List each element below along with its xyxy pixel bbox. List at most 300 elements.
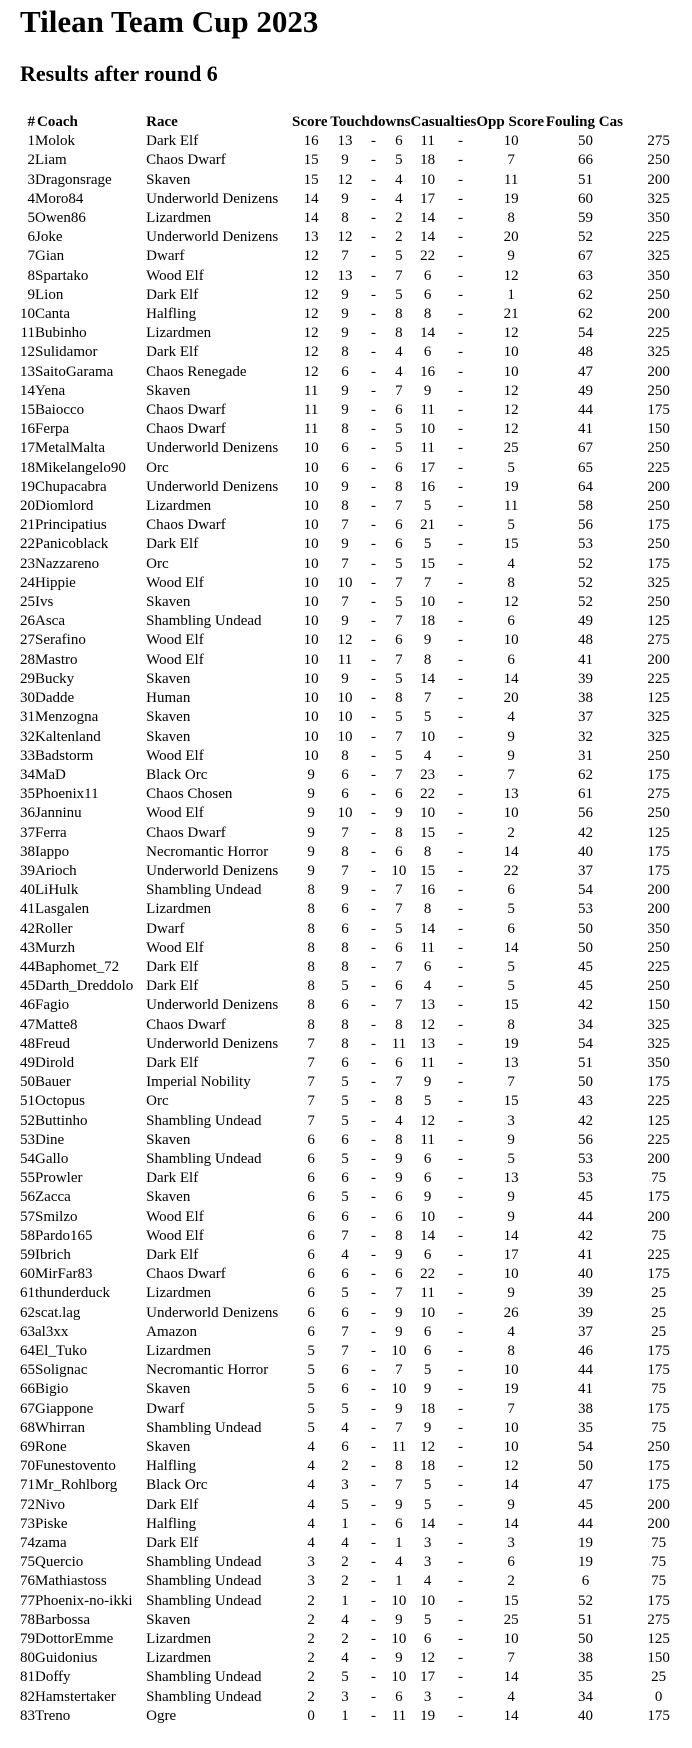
opp-score-cell: 40 — [578, 1266, 593, 1283]
fouling-cas-cell: 200 — [647, 1150, 670, 1167]
touchdowns-against-cell: 8 — [395, 306, 403, 323]
rank-cell: 6 — [27, 229, 35, 246]
touchdowns-for-cell: 6 — [341, 459, 349, 476]
touchdowns-for-cell: 7 — [341, 1323, 349, 1340]
score-cell: 11 — [303, 382, 319, 399]
table-row — [20, 1553, 692, 1572]
opp-score-cell: 45 — [578, 958, 593, 975]
score-cell: 10 — [303, 632, 319, 649]
casualties-against-cell: 7 — [507, 1650, 515, 1667]
casualties-against-cell: 5 — [507, 958, 515, 975]
casualties-separator: - — [458, 325, 464, 342]
opp-score-cell: 56 — [578, 517, 593, 534]
fouling-cas-cell: 275 — [647, 1611, 670, 1628]
casualties-separator: - — [458, 382, 464, 399]
casualties-separator: - — [458, 1515, 464, 1532]
table-row — [20, 1284, 692, 1303]
score-cell: 10 — [303, 690, 319, 707]
rank-cell: 10 — [20, 306, 35, 323]
race-cell: Underworld Denizens — [146, 997, 279, 1014]
casualties-against-cell: 19 — [503, 1381, 519, 1398]
casualties-separator: - — [458, 498, 464, 515]
touchdowns-for-cell: 4 — [341, 1650, 349, 1667]
table-row — [20, 324, 692, 343]
casualties-for-cell: 6 — [423, 267, 432, 284]
touchdowns-separator: - — [371, 1458, 377, 1475]
touchdowns-for-cell: 5 — [341, 978, 349, 995]
touchdowns-separator: - — [371, 1611, 377, 1628]
casualties-against-cell: 10 — [503, 1362, 519, 1379]
table-row — [20, 708, 692, 727]
fouling-cas-cell: 75 — [651, 1381, 667, 1398]
opp-score-cell: 50 — [578, 1458, 593, 1475]
touchdowns-against-cell: 9 — [395, 1611, 403, 1628]
coach-cell: Mastro — [35, 651, 78, 668]
casualties-for-cell: 4 — [423, 978, 432, 995]
casualties-for-cell: 22 — [420, 786, 436, 803]
casualties-against-cell: 10 — [503, 1266, 519, 1283]
table-row — [20, 1092, 692, 1111]
opp-score-cell: 38 — [578, 1650, 593, 1667]
touchdowns-against-cell: 7 — [395, 997, 403, 1014]
casualties-against-cell: 10 — [503, 632, 519, 649]
touchdowns-for-cell: 8 — [341, 421, 349, 438]
score-cell: 14 — [303, 190, 319, 207]
race-cell: Wood Elf — [146, 1208, 204, 1225]
casualties-for-cell: 6 — [423, 1631, 432, 1648]
coach-cell: Asca — [35, 613, 65, 630]
touchdowns-against-cell: 11 — [391, 1707, 407, 1724]
rank-cell: 59 — [20, 1246, 35, 1263]
casualties-separator: - — [458, 344, 464, 361]
touchdowns-against-cell: 9 — [395, 1323, 403, 1340]
coach-cell: Hamstertaker — [35, 1688, 116, 1705]
touchdowns-for-cell: 7 — [341, 862, 349, 879]
fouling-cas-cell: 75 — [651, 1573, 667, 1590]
opp-score-cell: 59 — [578, 210, 593, 227]
score-cell: 12 — [303, 248, 319, 265]
score-cell: 4 — [307, 1477, 315, 1494]
table-row — [20, 977, 692, 996]
coach-cell: Spartako — [35, 267, 89, 284]
casualties-for-cell: 17 — [420, 1669, 436, 1686]
touchdowns-against-cell: 5 — [395, 440, 403, 457]
fouling-cas-cell: 175 — [647, 1592, 670, 1609]
table-row — [20, 631, 692, 650]
casualties-against-cell: 26 — [503, 1304, 519, 1321]
casualties-against-cell: 11 — [503, 171, 519, 188]
opp-score-cell: 19 — [578, 1554, 593, 1571]
fouling-cas-cell: 350 — [647, 267, 670, 284]
touchdowns-against-cell: 8 — [395, 325, 403, 342]
score-cell: 8 — [307, 958, 315, 975]
casualties-for-cell: 3 — [423, 1535, 432, 1552]
fouling-cas-cell: 175 — [647, 843, 670, 860]
rank-cell: 48 — [20, 1035, 35, 1052]
rank-cell: 22 — [20, 536, 35, 553]
rank-cell: 80 — [20, 1650, 35, 1667]
fouling-cas-cell: 175 — [647, 1343, 670, 1359]
coach-cell: Owen86 — [35, 210, 86, 227]
fouling-cas-cell: 175 — [647, 1074, 670, 1091]
table-row — [20, 1592, 692, 1611]
table-row — [20, 1611, 692, 1630]
rank-cell: 4 — [27, 190, 35, 207]
touchdowns-for-cell: 7 — [341, 1227, 349, 1244]
opp-score-cell: 50 — [578, 920, 593, 937]
casualties-separator: - — [458, 1227, 464, 1244]
rank-cell: 30 — [20, 690, 35, 707]
touchdowns-against-cell: 6 — [395, 786, 403, 803]
score-cell: 9 — [307, 843, 315, 860]
casualties-against-cell: 19 — [503, 190, 519, 207]
casualties-for-cell: 5 — [423, 498, 432, 515]
casualties-for-cell: 12 — [420, 1439, 436, 1456]
table-row — [20, 1668, 692, 1687]
touchdowns-separator: - — [371, 133, 377, 150]
table-row — [20, 497, 692, 516]
touchdowns-separator: - — [371, 690, 377, 707]
touchdowns-separator: - — [371, 1285, 377, 1302]
casualties-for-cell: 21 — [420, 517, 436, 534]
casualties-separator: - — [458, 805, 464, 822]
fouling-cas-cell: 175 — [647, 1362, 670, 1379]
race-cell: Dwarf — [146, 248, 185, 265]
header-casualties: Casualties — [410, 114, 477, 130]
casualties-separator: - — [458, 958, 464, 975]
casualties-for-cell: 6 — [423, 1246, 432, 1263]
touchdowns-for-cell: 5 — [341, 1496, 349, 1513]
touchdowns-for-cell: 12 — [337, 229, 353, 246]
table-row — [20, 1649, 692, 1668]
casualties-separator: - — [458, 862, 464, 879]
opp-score-cell: 41 — [578, 1381, 593, 1398]
casualties-separator: - — [458, 824, 464, 841]
casualties-separator: - — [458, 766, 464, 783]
score-cell: 12 — [303, 267, 319, 284]
opp-score-cell: 50 — [578, 939, 593, 956]
table-row — [20, 1572, 692, 1591]
casualties-against-cell: 13 — [503, 786, 519, 803]
coach-cell: Piske — [35, 1515, 68, 1532]
touchdowns-separator: - — [371, 805, 377, 822]
casualties-against-cell: 19 — [503, 478, 519, 495]
casualties-separator: - — [458, 210, 464, 227]
casualties-separator: - — [458, 402, 464, 419]
touchdowns-separator: - — [371, 440, 377, 457]
rank-cell: 65 — [20, 1362, 35, 1379]
table-row — [20, 900, 692, 919]
casualties-against-cell: 20 — [503, 229, 519, 246]
coach-cell: MirFar83 — [35, 1266, 93, 1283]
table-row — [20, 209, 692, 228]
casualties-for-cell: 5 — [423, 709, 432, 726]
touchdowns-for-cell: 7 — [341, 824, 349, 841]
touchdowns-separator: - — [371, 1189, 377, 1206]
touchdowns-for-cell: 5 — [341, 1189, 349, 1206]
casualties-separator: - — [458, 1016, 464, 1033]
fouling-cas-cell: 75 — [651, 1170, 667, 1187]
score-cell: 2 — [307, 1650, 315, 1667]
casualties-against-cell: 4 — [507, 555, 515, 572]
score-cell: 3 — [307, 1554, 315, 1571]
touchdowns-separator: - — [371, 478, 377, 495]
score-cell: 8 — [307, 939, 315, 956]
touchdowns-separator: - — [371, 1208, 377, 1225]
rank-cell: 68 — [20, 1419, 35, 1436]
race-cell: Wood Elf — [146, 805, 204, 822]
rank-cell: 20 — [20, 498, 35, 515]
casualties-for-cell: 17 — [420, 459, 436, 476]
coach-cell: Joke — [35, 229, 63, 246]
opp-score-cell: 62 — [578, 286, 593, 303]
race-cell: Underworld Denizens — [146, 190, 279, 207]
casualties-against-cell: 10 — [503, 133, 519, 150]
touchdowns-separator: - — [371, 1112, 377, 1129]
coach-cell: Baiocco — [35, 402, 85, 419]
touchdowns-against-cell: 7 — [395, 728, 403, 745]
race-cell: Dwarf — [146, 920, 185, 937]
touchdowns-against-cell: 6 — [395, 632, 403, 649]
fouling-cas-cell: 200 — [647, 171, 670, 188]
fouling-cas-cell: 0 — [654, 1688, 663, 1705]
opp-score-cell: 62 — [578, 766, 593, 783]
table-row — [20, 555, 692, 574]
casualties-against-cell: 15 — [503, 1592, 519, 1609]
opp-score-cell: 61 — [578, 786, 593, 803]
touchdowns-separator: - — [371, 882, 377, 899]
touchdowns-against-cell: 7 — [395, 1477, 403, 1494]
touchdowns-against-cell: 10 — [391, 1343, 407, 1359]
casualties-against-cell: 14 — [503, 1669, 519, 1686]
touchdowns-separator: - — [371, 709, 377, 726]
touchdowns-against-cell: 6 — [395, 133, 403, 150]
score-cell: 5 — [307, 1400, 315, 1417]
casualties-for-cell: 23 — [420, 766, 436, 783]
touchdowns-separator: - — [371, 363, 377, 380]
casualties-separator: - — [458, 421, 464, 438]
opp-score-cell: 35 — [578, 1419, 593, 1436]
coach-cell: Ferra — [35, 824, 67, 841]
touchdowns-for-cell: 10 — [337, 690, 353, 707]
race-cell: Chaos Dwarf — [146, 824, 226, 841]
race-cell: Dark Elf — [146, 958, 199, 975]
opp-score-cell: 42 — [578, 824, 593, 841]
touchdowns-for-cell: 9 — [341, 402, 349, 419]
casualties-against-cell: 12 — [503, 594, 519, 611]
touchdowns-against-cell: 7 — [395, 958, 403, 975]
touchdowns-against-cell: 1 — [395, 1535, 403, 1552]
coach-cell: Hippie — [35, 574, 76, 591]
score-cell: 2 — [307, 1631, 315, 1648]
opp-score-cell: 52 — [578, 574, 593, 591]
touchdowns-for-cell: 6 — [341, 1054, 349, 1071]
table-row — [20, 1361, 692, 1380]
touchdowns-against-cell: 9 — [395, 805, 403, 822]
rank-cell: 17 — [20, 440, 35, 457]
rank-cell: 64 — [20, 1343, 35, 1359]
touchdowns-separator: - — [371, 632, 377, 649]
casualties-separator: - — [458, 1304, 464, 1321]
rank-cell: 81 — [20, 1669, 35, 1686]
casualties-against-cell: 3 — [507, 1112, 515, 1129]
casualties-for-cell: 5 — [423, 1611, 432, 1628]
fouling-cas-cell: 125 — [647, 613, 670, 630]
race-cell: Chaos Dwarf — [146, 1266, 226, 1283]
table-row — [20, 862, 692, 881]
table-row — [20, 1150, 692, 1169]
coach-cell: Freud — [35, 1035, 70, 1052]
fouling-cas-cell: 25 — [651, 1304, 667, 1321]
casualties-separator: - — [458, 248, 464, 265]
casualties-against-cell: 12 — [503, 325, 519, 342]
rank-cell: 49 — [20, 1054, 35, 1071]
rank-cell: 62 — [20, 1304, 35, 1321]
touchdowns-against-cell: 11 — [391, 1439, 407, 1456]
race-cell: Underworld Denizens — [146, 862, 279, 879]
rank-cell: 8 — [27, 267, 35, 284]
casualties-against-cell: 15 — [503, 536, 519, 553]
coach-cell: Bigio — [35, 1381, 69, 1398]
score-cell: 6 — [307, 1208, 315, 1225]
opp-score-cell: 48 — [578, 344, 593, 361]
casualties-for-cell: 11 — [420, 1054, 435, 1071]
casualties-separator: - — [458, 613, 464, 630]
casualties-against-cell: 14 — [503, 939, 519, 956]
casualties-against-cell: 5 — [507, 517, 515, 534]
casualties-separator: - — [458, 1074, 464, 1091]
race-cell: Underworld Denizens — [146, 229, 279, 246]
touchdowns-separator: - — [371, 939, 377, 956]
score-cell: 12 — [303, 363, 319, 380]
race-cell: Shambling Undead — [146, 1112, 262, 1129]
touchdowns-separator: - — [371, 555, 377, 572]
touchdowns-separator: - — [371, 1074, 377, 1091]
casualties-against-cell: 6 — [507, 651, 515, 668]
coach-cell: Bucky — [35, 670, 75, 687]
table-row — [20, 1438, 692, 1457]
casualties-against-cell: 14 — [503, 1515, 519, 1532]
score-cell: 13 — [303, 229, 319, 246]
coach-cell: Darth_Dreddolo — [35, 978, 134, 995]
score-cell: 9 — [307, 805, 315, 822]
header-coach: Coach — [37, 114, 78, 130]
casualties-for-cell: 9 — [423, 1074, 432, 1091]
touchdowns-separator: - — [371, 1131, 377, 1148]
score-cell: 12 — [303, 286, 319, 303]
rank-cell: 45 — [20, 978, 35, 995]
race-cell: Skaven — [146, 382, 191, 399]
casualties-separator: - — [458, 574, 464, 591]
touchdowns-separator: - — [371, 1535, 377, 1552]
rank-cell: 37 — [20, 824, 35, 841]
score-cell: 6 — [307, 1285, 315, 1302]
touchdowns-against-cell: 4 — [395, 1112, 403, 1129]
casualties-for-cell: 8 — [423, 843, 432, 860]
race-cell: Dark Elf — [146, 1054, 199, 1071]
race-cell: Lizardmen — [146, 901, 212, 918]
touchdowns-separator: - — [371, 498, 377, 515]
table-row — [20, 478, 692, 497]
opp-score-cell: 49 — [578, 382, 593, 399]
casualties-for-cell: 7 — [423, 574, 432, 591]
coach-cell: Octopus — [35, 1093, 85, 1110]
race-cell: Wood Elf — [146, 747, 204, 764]
touchdowns-for-cell: 9 — [341, 286, 349, 303]
table-row — [20, 1419, 692, 1438]
touchdowns-against-cell: 10 — [391, 1669, 407, 1686]
casualties-separator: - — [458, 1573, 464, 1590]
race-cell: Dark Elf — [146, 1246, 199, 1263]
opp-score-cell: 37 — [578, 862, 593, 879]
coach-cell: Baphomet_72 — [35, 958, 120, 975]
casualties-for-cell: 6 — [423, 1343, 432, 1359]
table-row — [20, 785, 692, 804]
touchdowns-for-cell: 5 — [341, 1669, 349, 1686]
score-cell: 10 — [303, 555, 319, 572]
casualties-against-cell: 6 — [507, 920, 515, 937]
fouling-cas-cell: 200 — [647, 306, 670, 323]
touchdowns-against-cell: 6 — [395, 536, 403, 553]
coach-cell: Guidonius — [35, 1650, 98, 1667]
touchdowns-against-cell: 5 — [395, 286, 403, 303]
casualties-for-cell: 10 — [420, 1208, 436, 1225]
casualties-for-cell: 11 — [420, 440, 435, 457]
coach-cell: Dine — [35, 1131, 65, 1148]
touchdowns-separator: - — [371, 766, 377, 783]
casualties-separator: - — [458, 1419, 464, 1436]
rank-cell: 55 — [20, 1170, 35, 1187]
casualties-separator: - — [458, 1439, 464, 1456]
casualties-against-cell: 12 — [503, 421, 519, 438]
touchdowns-against-cell: 6 — [395, 459, 403, 476]
table-row — [20, 574, 692, 593]
rank-cell: 47 — [20, 1016, 35, 1033]
fouling-cas-cell: 150 — [647, 1650, 670, 1667]
touchdowns-for-cell: 6 — [341, 1170, 349, 1187]
fouling-cas-cell: 200 — [647, 651, 670, 668]
touchdowns-for-cell: 13 — [337, 133, 353, 150]
casualties-separator: - — [458, 1592, 464, 1609]
table-row — [20, 593, 692, 612]
opp-score-cell: 37 — [578, 1323, 593, 1340]
touchdowns-against-cell: 7 — [395, 651, 403, 668]
touchdowns-against-cell: 5 — [395, 594, 403, 611]
touchdowns-against-cell: 9 — [395, 1170, 403, 1187]
casualties-separator: - — [458, 1362, 464, 1379]
casualties-separator: - — [458, 1266, 464, 1283]
touchdowns-separator: - — [371, 1093, 377, 1110]
touchdowns-against-cell: 7 — [395, 613, 403, 630]
race-cell: Shambling Undead — [146, 882, 262, 899]
rank-cell: 40 — [20, 882, 35, 899]
casualties-against-cell: 10 — [503, 1631, 519, 1648]
coach-cell: Yena — [35, 382, 66, 399]
touchdowns-separator: - — [371, 1650, 377, 1667]
score-cell: 2 — [307, 1669, 315, 1686]
opp-score-cell: 38 — [578, 1400, 593, 1417]
casualties-against-cell: 22 — [503, 862, 519, 879]
casualties-separator: - — [458, 286, 464, 303]
casualties-against-cell: 8 — [507, 1343, 515, 1359]
opp-score-cell: 19 — [578, 1535, 593, 1552]
score-cell: 12 — [303, 325, 319, 342]
fouling-cas-cell: 200 — [647, 1515, 670, 1532]
touchdowns-against-cell: 7 — [395, 382, 403, 399]
casualties-against-cell: 14 — [503, 670, 519, 687]
touchdowns-against-cell: 9 — [395, 1246, 403, 1263]
casualties-against-cell: 2 — [507, 1573, 515, 1590]
